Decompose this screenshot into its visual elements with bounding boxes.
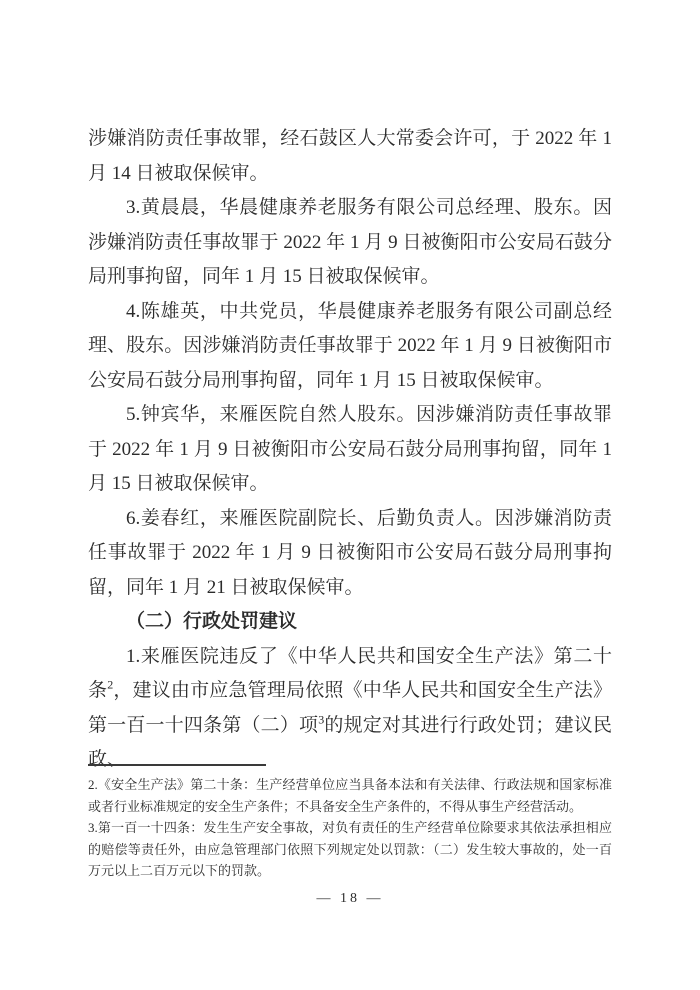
body-paragraph: 6.姜春红，来雁医院副院长、后勤负责人。因涉嫌消防责任事故罪于 2022 年 1 月 9 日被衡阳市公安局石鼓分局刑事拘留，同年 1 月 21 日被取保候审。 — [88, 507, 612, 598]
footnote-item: 3.第一百一十四条：发生生产安全事故，对负有责任的生产经营单位除要求其依法承担相应的赔偿等责任外，由应急管理部门依照下列规定处以罚款：（二）发生较大事故的，处一百万元以上二百万元以下的罚款。 — [88, 820, 612, 878]
body-paragraph: 5.钟宾华，来雁医院自然人股东。因涉嫌消防责任事故罪于 2022 年 1 月 9 日被衡阳市公安局石鼓分局刑事拘留，同年 1 月 15 日被取保候审。 — [88, 404, 612, 494]
document-body-text — [88, 122, 612, 778]
body-paragraph: 1.来雁医院违反了《中华人民共和国安全生产法》第二十条$^2$，建议由市应急管理局依照《中华人民共和国安全生产法》第一百一十四条第（二）项$^3$的规定对其进行行政处罚；建议民政、 — [88, 645, 612, 770]
page-number — [0, 891, 700, 907]
footnote-reference: 3 — [318, 712, 325, 727]
page-number-text: — 18 — — [316, 891, 384, 906]
footnote-area — [88, 764, 612, 882]
footnote-item: 2.《安全生产法》第二十条：生产经营单位应当具备本法和有关法律、行政法规和国家标准或者行业标准规定的安全生产条件；不具备安全生产条件的，不得从事生产经营活动。 — [88, 777, 612, 814]
body-paragraph: 涉嫌消防责任事故罪，经石鼓区人大常委会许可，于 2022 年 1 月 14 日被取保候审。 — [88, 128, 612, 184]
footnote-list — [88, 774, 612, 882]
footnote-separator-line — [88, 764, 266, 766]
footnote-reference: 2 — [107, 677, 114, 692]
body-paragraph: 4.陈雄英，中共党员，华晨健康养老服务有限公司副总经理、股东。因涉嫌消防责任事故罪于 2022 年 1 月 9 日被衡阳市公安局石鼓分局刑事拘留，同年 1 月 15 日被取保候审。 — [88, 300, 612, 391]
section-heading: （二）行政处罚建议 — [126, 611, 298, 632]
body-paragraph: 3.黄晨晨，华晨健康养老服务有限公司总经理、股东。因涉嫌消防责任事故罪于 2022 年 1 月 9 日被衡阳市公安局石鼓分局刑事拘留，同年 1 月 15 日被取保候审。 — [88, 197, 612, 287]
